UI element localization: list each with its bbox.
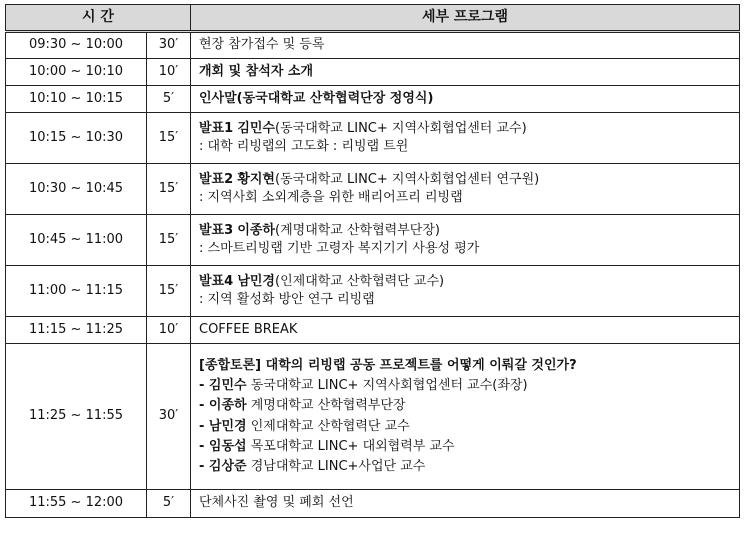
table-row: [6, 344, 740, 490]
row-time: 10:45 ~ 11:00: [6, 215, 147, 266]
row-duration: 30′: [147, 32, 191, 59]
table-row: [6, 266, 740, 317]
row-program: COFFEE BREAK: [191, 317, 740, 344]
presentation-topic: : 지역 활성화 방안 연구 리빙랩: [199, 292, 375, 307]
row-time: 10:00 ~ 10:10: [6, 59, 147, 86]
panelist: [199, 457, 739, 477]
header-time: 시 간: [6, 5, 191, 32]
panelist-affiliation: 인제대학교 산학협력단 교수: [246, 418, 410, 434]
presenter-affiliation: (동국대학교 LINC+ 지역사회협업센터 교수): [275, 120, 527, 136]
panelist: [199, 417, 739, 437]
row-program: [191, 215, 740, 266]
panelist-affiliation: 계명대학교 산학협력부단장: [246, 398, 406, 414]
panelist-name: - 남민경: [199, 418, 247, 434]
table-row: [6, 86, 740, 113]
presenter-affiliation: (동국대학교 LINC+ 지역사회협업센터 연구원): [275, 171, 540, 187]
row-time: 09:30 ~ 10:00: [6, 32, 147, 59]
table-header-row: [6, 5, 740, 32]
row-duration: 10′: [147, 317, 191, 344]
row-duration: 15′: [147, 164, 191, 215]
panelist-name: - 김민수: [199, 378, 247, 393]
presentation-label: 발표2: [199, 171, 234, 187]
row-program: 개회 및 참석자 소개: [191, 59, 740, 86]
row-duration: 30′: [147, 344, 191, 490]
header-program: 세부 프로그램: [191, 5, 740, 32]
row-duration: 15′: [147, 215, 191, 266]
row-time: 11:15 ~ 11:25: [6, 317, 147, 344]
presenter-name: 황지현: [237, 171, 275, 187]
table-row: [6, 215, 740, 266]
row-program: [191, 266, 740, 317]
row-duration: 15′: [147, 266, 191, 317]
table-row: [6, 59, 740, 86]
presenter-affiliation: (계명대학교 산학협력부단장): [275, 222, 440, 238]
table-row: [6, 113, 740, 164]
panelist-affiliation: 경남대학교 LINC+사업단 교수: [246, 459, 426, 474]
row-time: 11:00 ~ 11:15: [6, 266, 147, 317]
presentation-label: 발표3: [199, 222, 234, 238]
panelist-affiliation: 목포대학교 LINC+ 대외협력부 교수: [246, 438, 455, 454]
table-row: [6, 164, 740, 215]
presentation-label: 발표4: [199, 273, 234, 289]
row-duration: 15′: [147, 113, 191, 164]
panel-title: [종합토론] 대학의 리빙랩 공동 프로젝트를 어떻게 이뤄갈 것인가?: [199, 357, 577, 373]
panelist: [199, 437, 739, 457]
panelist: [199, 376, 739, 396]
presentation-topic: : 스마트리빙랩 기반 고령자 복지기기 사용성 평가: [199, 241, 480, 256]
presenter-name: 남민경: [237, 273, 275, 289]
row-duration: 5′: [147, 490, 191, 518]
row-time: 10:10 ~ 10:15: [6, 86, 147, 113]
presenter-name: 이종하: [237, 222, 275, 238]
row-program: [191, 113, 740, 164]
row-program: 인사말(동국대학교 산학협력단장 정영식): [191, 86, 740, 113]
row-program: [191, 164, 740, 215]
presenter-name: 김민수: [237, 120, 275, 136]
table-row: [6, 32, 740, 59]
panelist-affiliation: 동국대학교 LINC+ 지역사회협업센터 교수(좌장): [246, 378, 528, 393]
table-row: [6, 490, 740, 518]
row-time: 11:55 ~ 12:00: [6, 490, 147, 518]
row-program: 현장 참가접수 및 등록: [191, 32, 740, 59]
row-time: 11:25 ~ 11:55: [6, 344, 147, 490]
presentation-topic: : 대학 리빙랩의 고도화 : 리빙랩 트윈: [199, 139, 409, 154]
panel-discussion: [191, 344, 740, 490]
table-row: [6, 317, 740, 344]
row-time: 10:30 ~ 10:45: [6, 164, 147, 215]
panelist: [199, 396, 739, 416]
panelist-name: - 김상준: [199, 459, 247, 474]
row-duration: 10′: [147, 59, 191, 86]
panelist-name: - 임동섭: [199, 438, 247, 454]
row-program: 단체사진 촬영 및 폐회 선언: [191, 490, 740, 518]
panelist-name: - 이종하: [199, 398, 247, 414]
presenter-affiliation: (인제대학교 산학협력단 교수): [275, 273, 445, 289]
presentation-topic: : 지역사회 소외계층을 위한 배리어프리 리빙랩: [199, 190, 463, 205]
row-duration: 5′: [147, 86, 191, 113]
program-schedule-table: [5, 4, 740, 518]
row-time: 10:15 ~ 10:30: [6, 113, 147, 164]
presentation-label: 발표1: [199, 120, 234, 136]
